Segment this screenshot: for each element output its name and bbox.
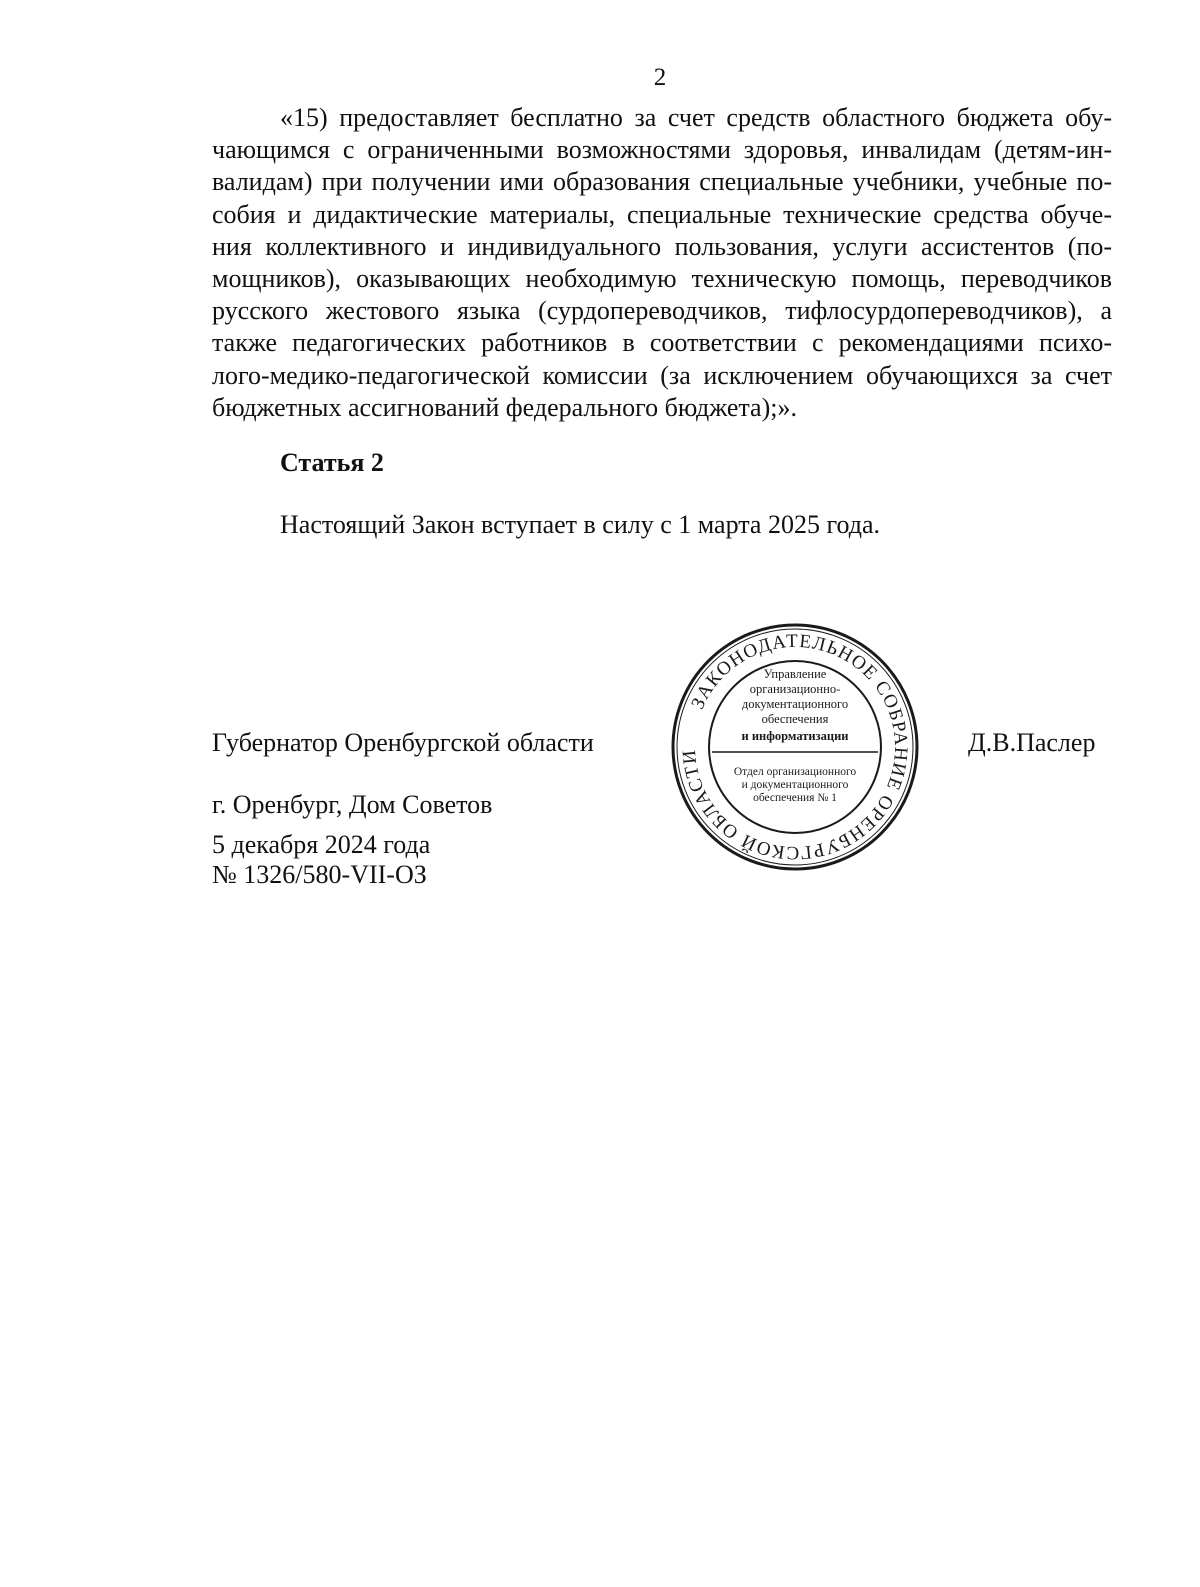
paragraph-line: лого-медико-педагогической комиссии (за исключением обучающихся за счет xyxy=(212,360,1112,390)
seal-inner-line: Отдел организационного xyxy=(733,766,857,778)
law-paragraph xyxy=(212,102,1112,424)
signatory-title: Губернатор Оренбургской области xyxy=(212,728,594,757)
seal-inner-line: документационного xyxy=(741,697,849,711)
paragraph-line: ния коллективного и индивидуального пользования, услуги ассистентов (по- xyxy=(212,231,1112,261)
seal-inner-line: обеспечения № 1 xyxy=(753,792,837,804)
signing-place: г. Оренбург, Дом Советов xyxy=(212,790,493,819)
seal-ring-text: ЗАКОНОДАТЕЛЬНОЕ СОБРАНИЕ ОРЕНБУРГСКОЙ ОБЛАСТИ xyxy=(678,630,912,864)
law-number: № 1326/580-VII-ОЗ xyxy=(212,860,427,889)
signatory-name: Д.В.Паслер xyxy=(968,728,1096,757)
seal-inner-line: и документационного xyxy=(741,779,849,791)
paragraph-line: «15) предоставляет бесплатно за счет средств областного бюджета обу- xyxy=(280,103,1112,132)
paragraph-line: валидам) при получении ими образования специальные учебники, учебные по- xyxy=(212,167,1112,197)
paragraph-line: чающимся с ограниченными возможностями здоровья, инвалидам (детям-ин- xyxy=(212,135,1112,165)
signing-date: 5 декабря 2024 года xyxy=(212,830,431,859)
paragraph-line: также педагогических работников в соответствии с рекомендациями психо- xyxy=(212,328,1112,358)
seal-inner-line: организационно- xyxy=(749,682,841,696)
article-heading: Статья 2 xyxy=(280,448,384,477)
seal-inner-line: Управление xyxy=(763,667,827,681)
official-seal-stamp xyxy=(670,622,920,872)
paragraph-line: бюджетных ассигнований федерального бюджета);». xyxy=(212,392,797,422)
seal-inner-line: обеспечения xyxy=(761,712,829,726)
seal-graphic xyxy=(670,622,920,872)
seal-inner-line: и информатизации xyxy=(741,729,849,743)
paragraph-line: мощников), оказывающих необходимую техническую помощь, переводчиков xyxy=(212,264,1112,294)
article-text: Настоящий Закон вступает в силу с 1 марта 2025 года. xyxy=(280,510,880,539)
paragraph-line: собия и дидактические материалы, специальные технические средства обуче- xyxy=(212,199,1112,229)
page-number: 2 xyxy=(653,64,667,91)
seal-outer-ring-thin xyxy=(677,629,913,865)
paragraph-line: русского жестового языка (сурдопереводчиков, тифлосурдопереводчиков), а xyxy=(212,296,1112,326)
